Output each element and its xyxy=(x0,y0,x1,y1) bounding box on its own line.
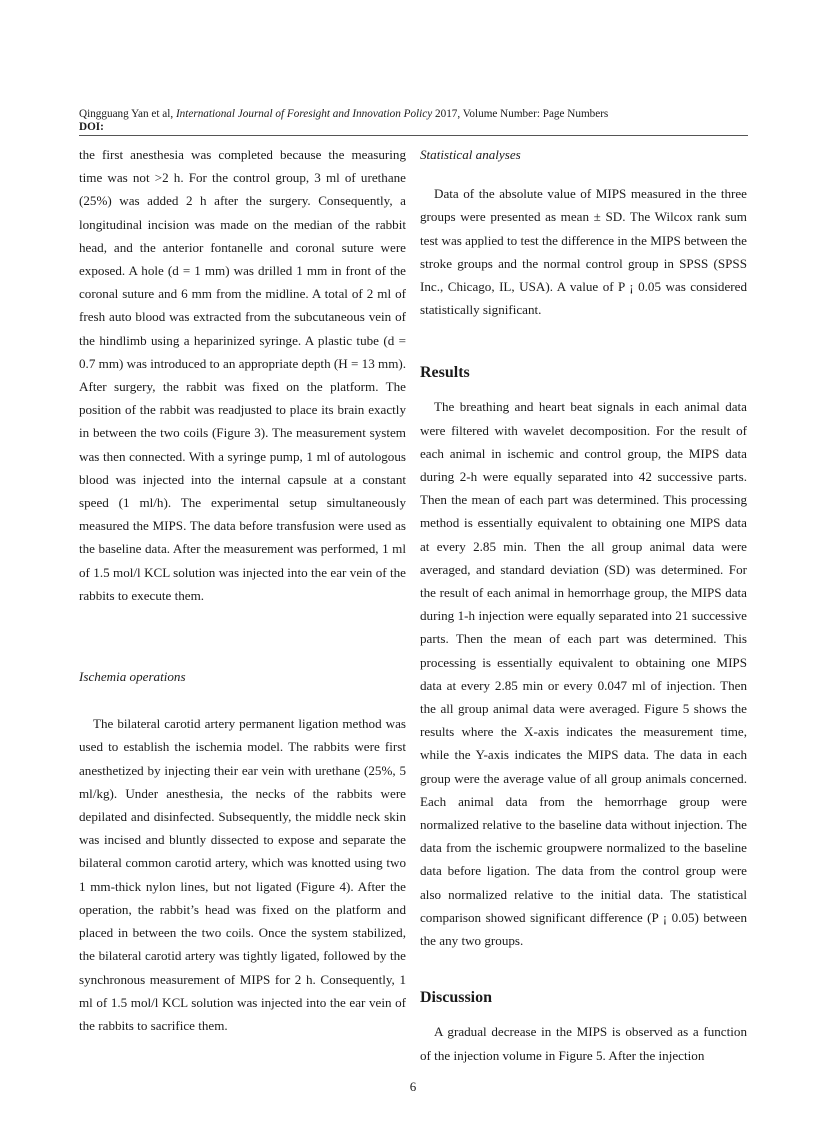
header-rule xyxy=(79,135,748,136)
citation-line xyxy=(79,108,748,121)
ischemia-procedure-paragraph: The bilateral carotid artery permanent ligation method was used to establish the ischemia model. The rabbits were first anesthetized by injecting their ear vein with urethane (25%, 5 ml/kg). Under anesthesia, the necks of the rabbits were depilated and disinfected. Subsequently, the middle neck skin was incised and bluntly dissected to expose and separate the bilateral common carotid artery, which was knotted using two 1 mm-thick nylon lines, but not ligated (Figure 4). After the operation, the rabbit’s head was fixed on the platform and placed in between the two coils. Once the system stabilized, the bilateral carotid artery was tightly ligated, followed by the synchronous measurement of MIPS for 2 h. Consequently, 1 ml of 1.5 mol/l KCL solution was injected into the ear vein of the rabbits to sacrifice them. xyxy=(79,716,406,1033)
discussion-heading: Discussion xyxy=(420,989,493,1007)
discussion-paragraph: A gradual decrease in the MIPS is observed as a function of the injection volume in Figure 5. After the injection xyxy=(420,1024,747,1063)
running-header xyxy=(79,108,748,134)
hemorrhage-procedure-paragraph: the first anesthesia was completed because the measuring time was not >2 h. For the control group, 3 ml of urethane (25%) was added 2 h after the surgery. Consequently, a longitudinal incision was made on the median of the rabbit head, and the anterior fontanelle and coronal suture were exposed. A hole (d = 1 mm) was drilled 1 mm in front of the coronal suture and 6 mm from the midline. A total of 2 ml of fresh auto blood was extracted from the subcutaneous vein of the hindlimb using a heparinized syringe. A plastic tube (d = 0.7 mm) was introduced to an appropriate depth (H = 13 mm). After surgery, the rabbit was fixed on the platform. The position of the rabbit was readjusted to place its brain exactly in between the two coils (Figure 3). The measurement system was then connected. With a syringe pump, 1 ml of autologous blood was injected into the internal capsule at a constant speed (1 ml/h). The experimental setup simultaneously measured the MIPS. The data before transfusion were used as the baseline data. After the measurement was performed, 1 ml of 1.5 mol/l KCL solution was injected into the ear vein of the rabbits to execute them. xyxy=(79,147,407,603)
header-volume: 2017, Volume Number: Page Numbers xyxy=(432,108,609,120)
statistical-analyses-paragraph: Data of the absolute value of MIPS measured in the three groups were presented as mean ± SD. The Wilcox rank sum test was applied to test the difference in the MIPS between the stroke groups and the normal control group in SPSS (SPSS Inc., Chicago, IL, USA). A value of P ¡ 0.05 was considered statistically significant. xyxy=(420,186,747,318)
page-number: 6 xyxy=(409,1079,417,1094)
statistical-analyses-subheading: Statistical analyses xyxy=(420,147,521,162)
results-heading: Results xyxy=(420,364,470,382)
header-journal: International Journal of Foresight and Innovation Policy xyxy=(175,108,433,120)
left-column xyxy=(79,143,406,1037)
header-doi: DOI: xyxy=(79,121,104,133)
results-paragraph: The breathing and heart beat signals in each animal data were filtered with wavelet decomposition. For the result of each animal in ischemic and control group, the MIPS data during 2-h were equally separated into 42 successive parts. Then the mean of each part was determined. This processing method is essentially equivalent to obtaining one MIPS data at every 2.85 min. Then the all group animal data were averaged, and standard deviation (SD) was determined. For the result of each animal in hemorrhage group, the MIPS data during 1-h injection were equally separated into 21 successive parts. Then the mean of each part was determined. This processing is essentially equivalent to obtaining one MIPS data at every 2.85 min or every 0.047 ml of injection. Then the all group animal data were averaged. Figure 5 shows the results where the X-axis indicates the measurement time, while the Y-axis indicates the MIPS data. The data in each group were the average value of all group animals concerned. Each animal data from the hemorrhage group were normalized relative to the baseline data without injection. The data from the ischemic groupwere normalized to the baseline data before ligation. The data from the control group were also normalized relative to the initial data. The statistical comparison showed significant difference (P ¡ 0.05) between the any two groups. xyxy=(420,399,747,949)
right-column xyxy=(420,143,747,1067)
ischemia-operations-subheading: Ischemia operations xyxy=(79,669,186,685)
header-authors: Qingguang Yan et al, xyxy=(79,108,176,120)
